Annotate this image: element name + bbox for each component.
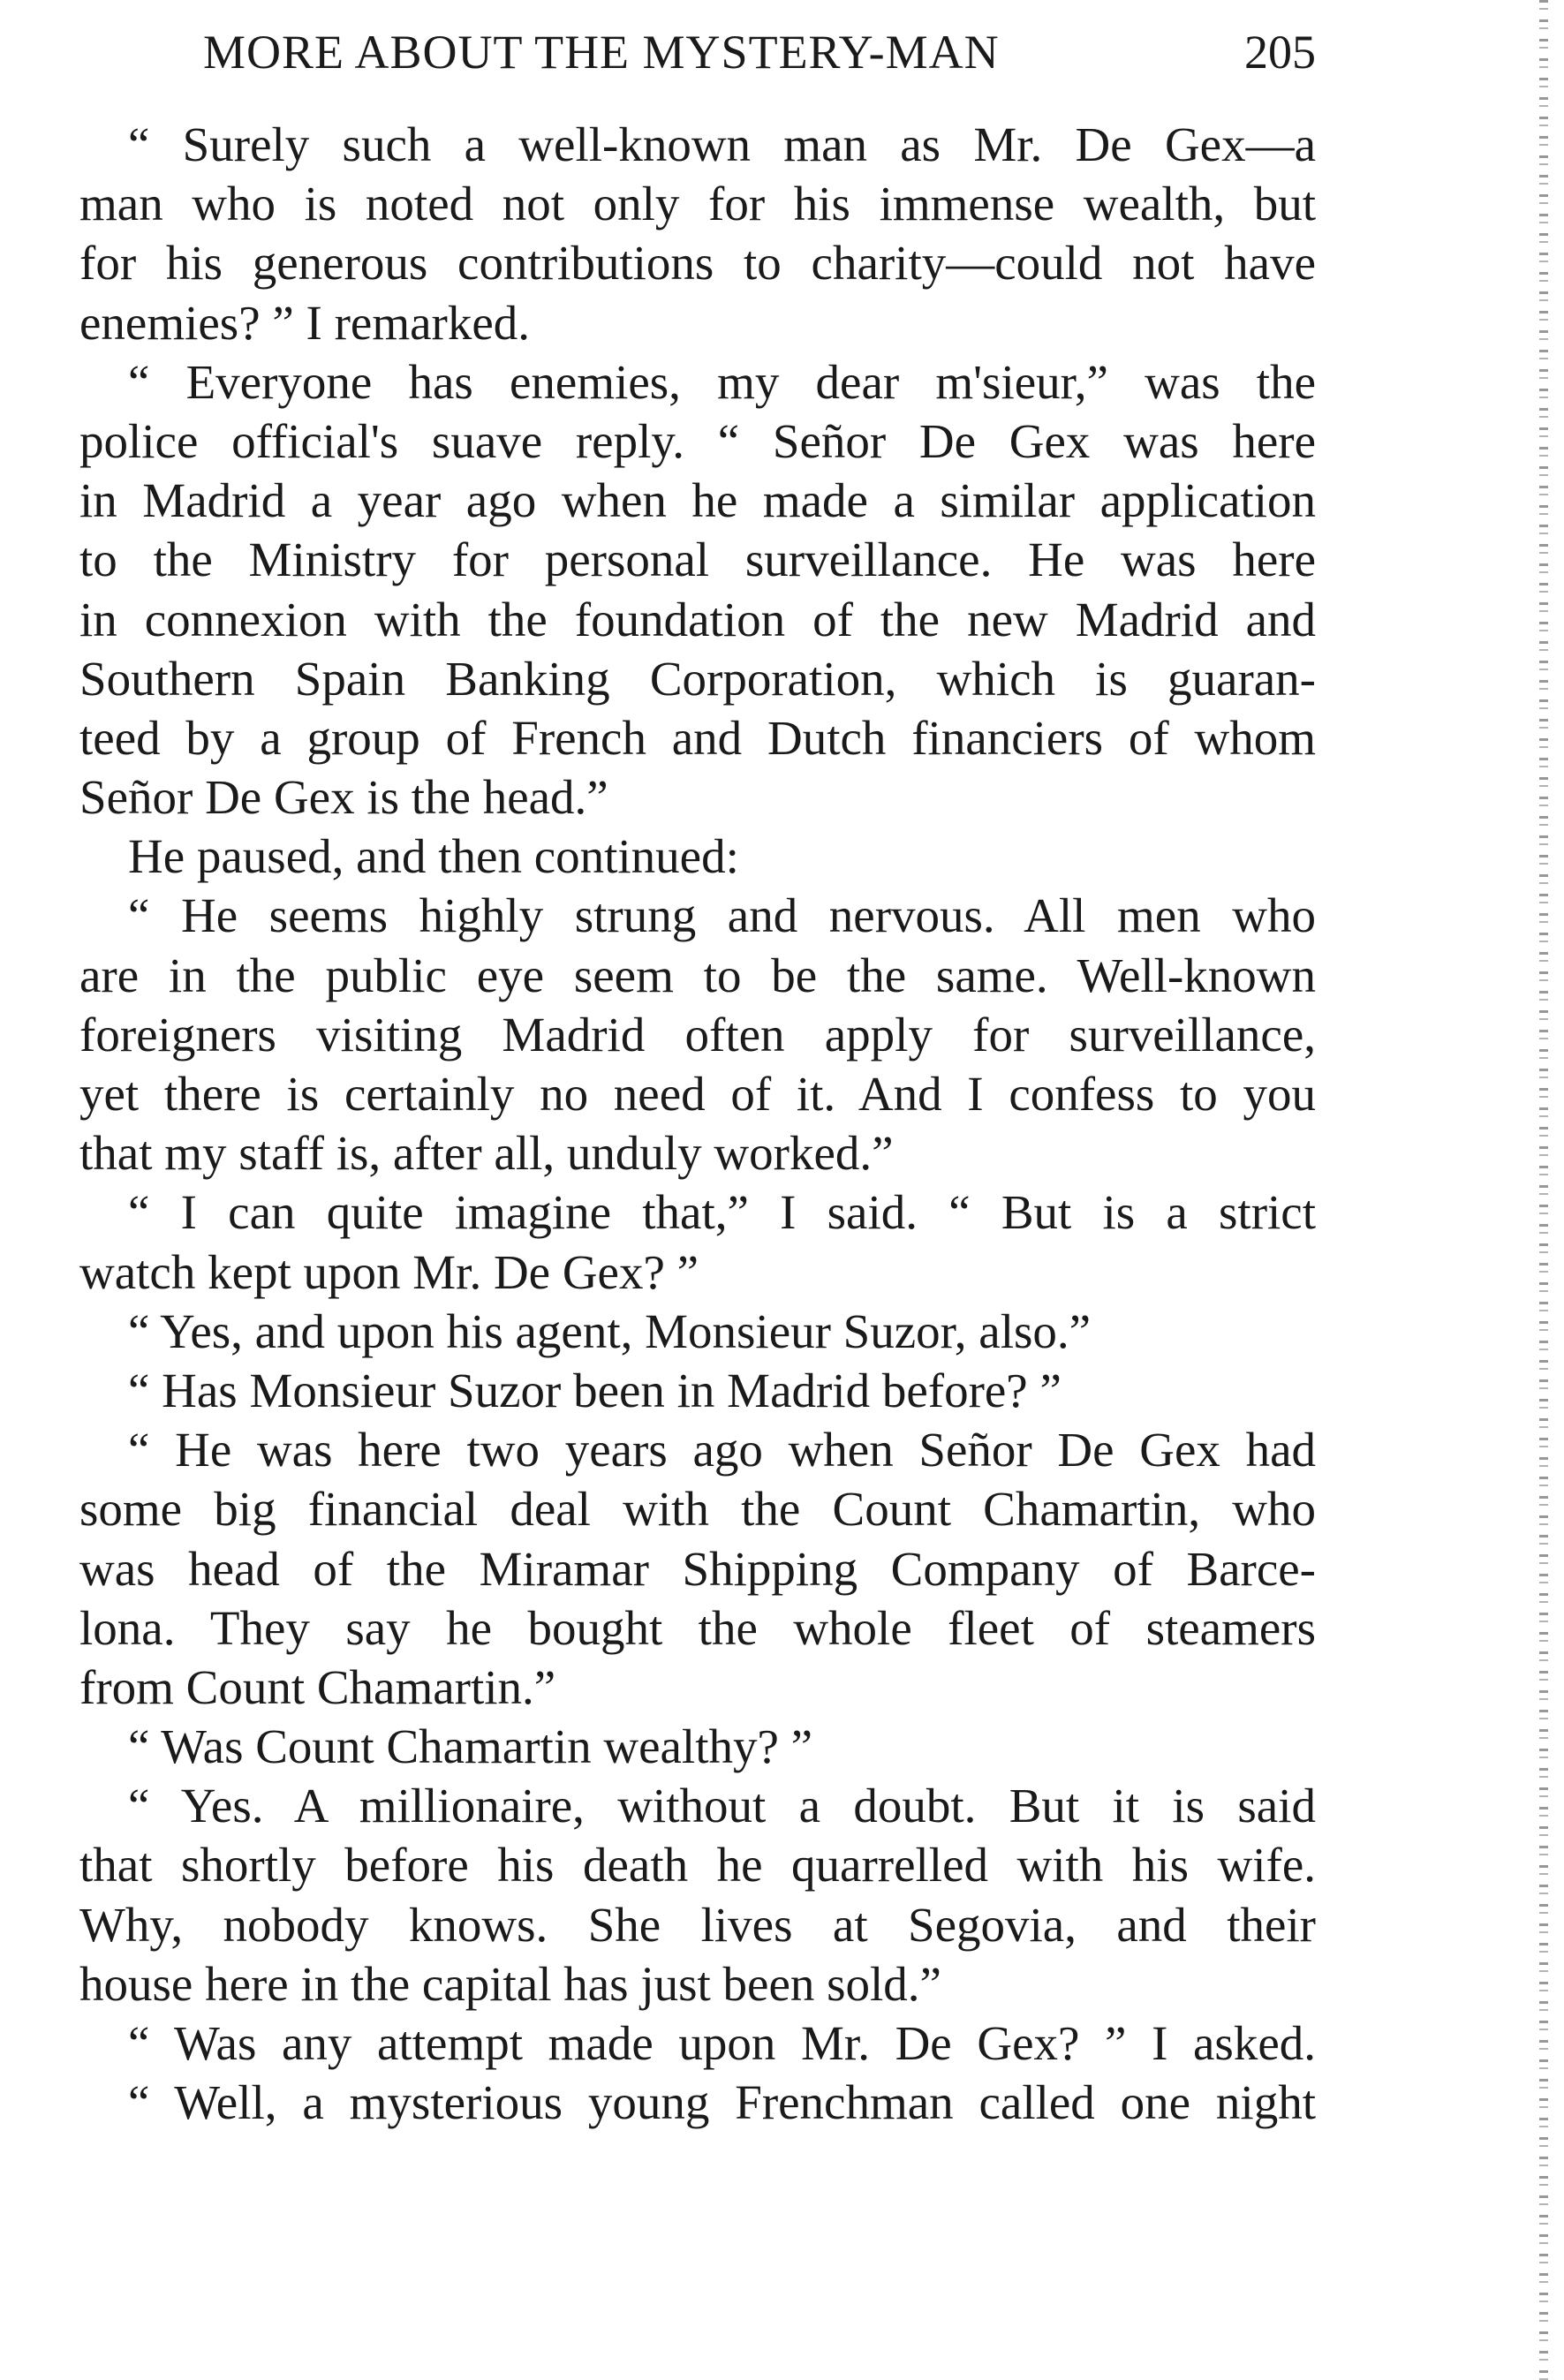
body-text <box>79 115 1316 2132</box>
text-line: that shortly before his death he quarrelled with his wife. <box>79 1838 1316 1893</box>
text-line: “ Was any attempt made upon Mr. De Gex? ” I asked. <box>128 2016 1316 2070</box>
page-number: 205 <box>1244 26 1316 79</box>
text-line: Señor De Gex is the head.” <box>79 770 608 825</box>
text-line: “ Well, a mysterious young Frenchman called one night <box>128 2075 1316 2130</box>
text-line: yet there is certainly no need of it. And I confess to you <box>79 1067 1316 1121</box>
running-head <box>79 25 1316 87</box>
text-line: “ Has Monsieur Suzor been in Madrid before? ” <box>128 1363 1062 1417</box>
text-line: “ Everyone has enemies, my dear m'sieur,” was the <box>128 354 1316 409</box>
text-line: watch kept upon Mr. De Gex? ” <box>79 1244 699 1299</box>
text-line: teed by a group of French and Dutch financiers of whom <box>79 710 1316 765</box>
text-line: enemies? ” I remarked. <box>79 295 530 350</box>
text-line: in connexion with the foundation of the new Madrid and <box>79 592 1316 646</box>
text-line: lona. They say he bought the whole fleet of steamers <box>79 1600 1316 1655</box>
text-line: “ Yes, and upon his agent, Monsieur Suzor, also.” <box>128 1303 1092 1358</box>
text-line: “ I can quite imagine that,” I said. “ But is a strict <box>128 1185 1316 1240</box>
text-line: that my staff is, after all, unduly worked.” <box>79 1126 894 1181</box>
text-line: police official's suave reply. “ Señor De Gex was here <box>79 413 1316 468</box>
text-line: some big financial deal with the Count Chamartin, who <box>79 1482 1316 1537</box>
text-line: Southern Spain Banking Corporation, which is guaran- <box>79 651 1316 706</box>
text-line: Why, nobody knows. She lives at Segovia, and their <box>79 1897 1316 1952</box>
text-line: was head of the Miramar Shipping Company of Barce- <box>79 1541 1316 1596</box>
text-line: for his generous contributions to charity—could not have <box>79 236 1316 291</box>
text-line: to the Ministry for personal surveillance. He was here <box>79 533 1316 587</box>
page-edge-binding <box>1539 0 1548 2380</box>
text-line: “ He was here two years ago when Señor De Gex had <box>128 1423 1316 1477</box>
text-line: man who is noted not only for his immense wealth, but <box>79 177 1316 231</box>
text-line: “ He seems highly strung and nervous. All men who <box>128 888 1316 943</box>
text-line: house here in the capital has just been sold.” <box>79 1956 941 2011</box>
text-line: “ Yes. A millionaire, without a doubt. But it is said <box>128 1779 1316 1833</box>
text-line: He paused, and then continued: <box>128 829 739 884</box>
text-line: “ Was Count Chamartin wealthy? ” <box>128 1719 813 1774</box>
text-line: in Madrid a year ago when he made a similar application <box>79 473 1316 528</box>
text-line: foreigners visiting Madrid often apply for surveillance, <box>79 1007 1316 1062</box>
text-line: are in the public eye seem to be the same. Well-known <box>79 948 1316 1002</box>
text-line: from Count Chamartin.” <box>79 1659 556 1714</box>
text-line: “ Surely such a well-known man as Mr. De Gex—a <box>128 117 1316 171</box>
running-title: MORE ABOUT THE MYSTERY-MAN <box>203 26 1000 79</box>
